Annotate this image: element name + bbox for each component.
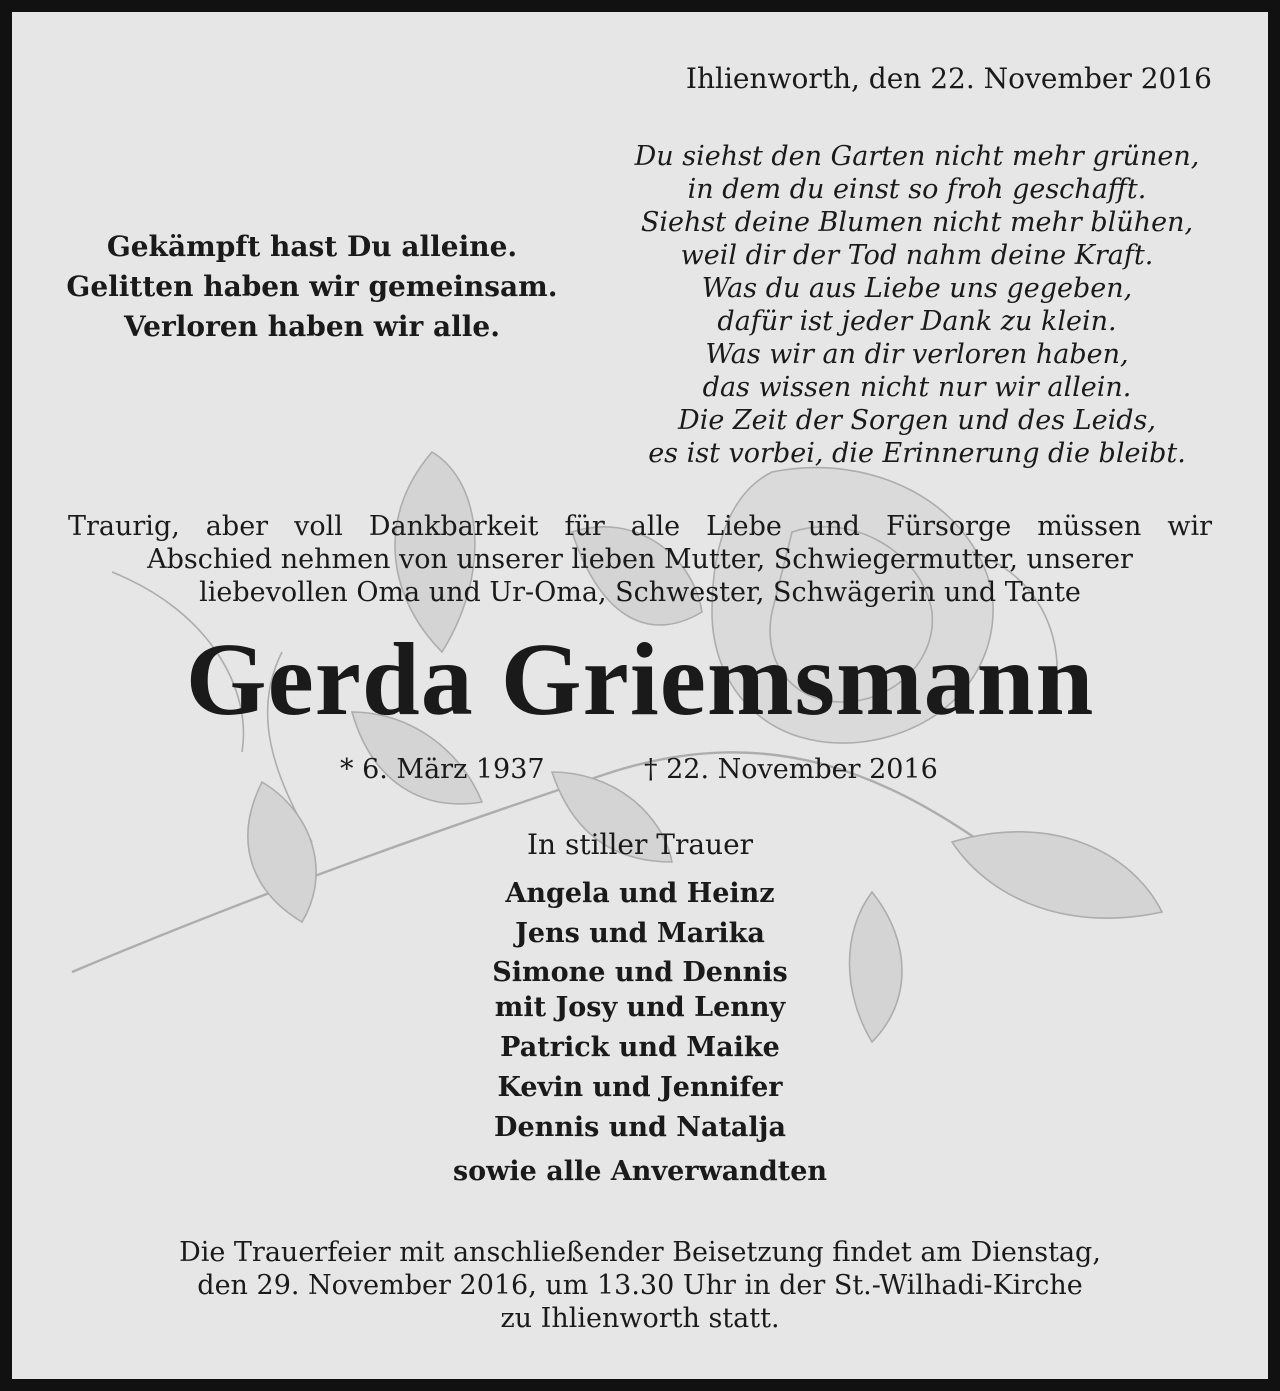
place-date: Ihlienworth, den 22. November 2016 xyxy=(685,62,1212,95)
poem xyxy=(597,140,1237,470)
poem-line: in dem du einst so froh geschafft. xyxy=(687,174,1147,205)
mourner-entry: Kevin und Jennifer xyxy=(497,1072,783,1103)
birth-date: * 6. März 1937 xyxy=(340,754,545,785)
motto-line: Verloren haben wir alle. xyxy=(124,310,500,343)
mourner-entry: Dennis und Natalja xyxy=(494,1112,786,1143)
mourner-entry: Patrick und Maike xyxy=(500,1032,780,1063)
motto-line: Gelitten haben wir gemeinsam. xyxy=(66,270,558,303)
mourner-entry: Jens und Marika xyxy=(515,918,765,949)
poem-line: Was du aus Liebe uns gegeben, xyxy=(701,273,1133,304)
motto-line: Gekämpft hast Du alleine. xyxy=(106,230,518,263)
mourning-heading: In stiller Trauer xyxy=(526,828,754,861)
poem-line: weil dir der Tod nahm deine Kraft. xyxy=(680,240,1154,271)
mourner-entry: Angela und Heinz xyxy=(505,878,775,909)
poem-line: Was wir an dir verloren haben, xyxy=(705,339,1129,370)
ceremony-info xyxy=(12,1236,1268,1335)
intro-line: Abschied nehmen von unserer lieben Mutter, Schwiegermutter, unserer xyxy=(147,544,1133,575)
deceased-name: Gerda Griemsmann xyxy=(185,622,1095,737)
mourner-entry: sowie alle Anverwandten xyxy=(452,1156,828,1187)
death-date: † 22. November 2016 xyxy=(644,754,938,785)
ceremony-line: zu Ihlienworth statt. xyxy=(500,1303,780,1334)
intro-text xyxy=(68,510,1212,609)
poem-line: Die Zeit der Sorgen und des Leids, xyxy=(678,405,1156,436)
intro-line: liebevollen Oma und Ur-Oma, Schwester, Schwägerin und Tante xyxy=(199,577,1081,608)
poem-line: dafür ist jeder Dank zu klein. xyxy=(717,306,1117,337)
ceremony-line: Die Trauerfeier mit anschließender Beisetzung findet am Dienstag, xyxy=(179,1237,1101,1268)
motto xyxy=(52,227,572,347)
intro-line: Traurig, aber voll Dankbarkeit für alle Liebe und Fürsorge müssen wir xyxy=(68,511,1212,542)
mourner-entry: mit Josy und Lenny xyxy=(494,992,786,1023)
ceremony-line: den 29. November 2016, um 13.30 Uhr in der St.-Wilhadi-Kirche xyxy=(197,1270,1083,1301)
poem-line: Siehst deine Blumen nicht mehr blühen, xyxy=(640,207,1194,238)
mourner-entry: Simone und Dennis xyxy=(492,957,788,988)
mourners-list xyxy=(12,876,1268,1192)
poem-line: das wissen nicht nur wir allein. xyxy=(702,372,1132,403)
poem-line: Du siehst den Garten nicht mehr grünen, xyxy=(634,141,1200,172)
poem-line: es ist vorbei, die Erinnerung die bleibt. xyxy=(648,438,1186,469)
